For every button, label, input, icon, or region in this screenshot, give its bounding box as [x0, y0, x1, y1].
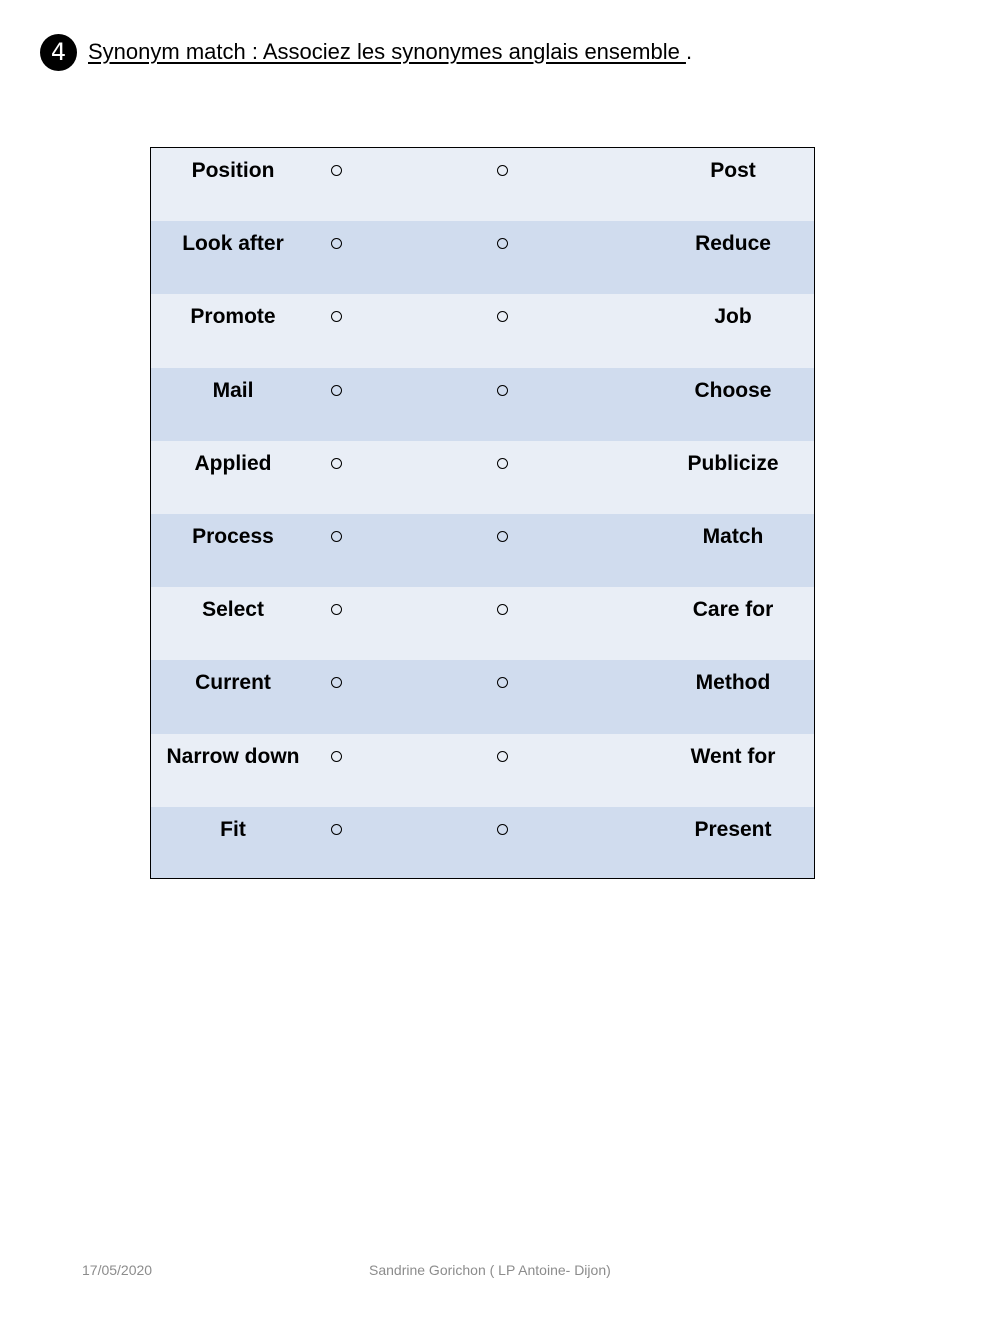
right-connector-circle-icon[interactable]	[497, 751, 508, 762]
match-row	[151, 587, 814, 660]
match-row	[151, 368, 814, 441]
left-connector-circle-icon[interactable]	[331, 311, 342, 322]
right-word: Publicize	[687, 451, 779, 475]
left-word: Fit	[220, 817, 246, 841]
right-word: Care for	[692, 598, 774, 622]
left-connector-circle-icon[interactable]	[331, 677, 342, 688]
match-row	[151, 734, 814, 807]
right-word: Method	[695, 671, 771, 695]
right-connector-circle-icon[interactable]	[497, 824, 508, 835]
left-connector-circle-icon[interactable]	[331, 165, 342, 176]
left-word: Select	[202, 598, 264, 622]
right-connector-circle-icon[interactable]	[497, 458, 508, 469]
match-row	[151, 514, 814, 587]
exercise-title-text: Synonym match : Associez les synonymes anglais ensemble	[88, 39, 686, 64]
left-word: Look after	[182, 232, 284, 256]
right-word: Reduce	[695, 232, 771, 256]
left-word: Mail	[212, 378, 254, 402]
footer-author: Sandrine Gorichon ( LP Antoine- Dijon)	[369, 1262, 611, 1278]
right-word: Went for	[690, 744, 776, 768]
match-row	[151, 294, 814, 367]
left-connector-circle-icon[interactable]	[331, 751, 342, 762]
right-word: Job	[714, 305, 752, 329]
right-word: Choose	[694, 378, 772, 402]
match-row	[151, 807, 814, 879]
synonym-match-table	[150, 147, 815, 879]
left-connector-circle-icon[interactable]	[331, 604, 342, 615]
match-row	[151, 221, 814, 294]
left-word: Promote	[190, 305, 276, 329]
left-connector-circle-icon[interactable]	[331, 238, 342, 249]
right-connector-circle-icon[interactable]	[497, 165, 508, 176]
exercise-header	[40, 33, 692, 71]
right-word: Match	[702, 524, 764, 548]
right-connector-circle-icon[interactable]	[497, 677, 508, 688]
right-connector-circle-icon[interactable]	[497, 311, 508, 322]
exercise-title	[88, 39, 692, 65]
left-connector-circle-icon[interactable]	[331, 458, 342, 469]
footer-date: 17/05/2020	[82, 1262, 153, 1278]
left-word: Process	[192, 524, 274, 548]
left-word: Narrow down	[166, 744, 300, 768]
left-word: Applied	[194, 451, 272, 475]
left-word: Current	[195, 671, 271, 695]
exercise-title-period: .	[685, 39, 693, 64]
match-row	[151, 441, 814, 514]
right-word: Post	[710, 159, 756, 182]
exercise-number-badge: 4	[40, 34, 77, 71]
left-connector-circle-icon[interactable]	[331, 385, 342, 396]
match-row	[151, 660, 814, 733]
left-connector-circle-icon[interactable]	[331, 531, 342, 542]
left-connector-circle-icon[interactable]	[331, 824, 342, 835]
right-word: Present	[694, 817, 772, 841]
right-connector-circle-icon[interactable]	[497, 604, 508, 615]
right-connector-circle-icon[interactable]	[497, 531, 508, 542]
right-connector-circle-icon[interactable]	[497, 238, 508, 249]
match-row	[151, 148, 814, 221]
right-connector-circle-icon[interactable]	[497, 385, 508, 396]
left-word: Position	[191, 159, 275, 182]
